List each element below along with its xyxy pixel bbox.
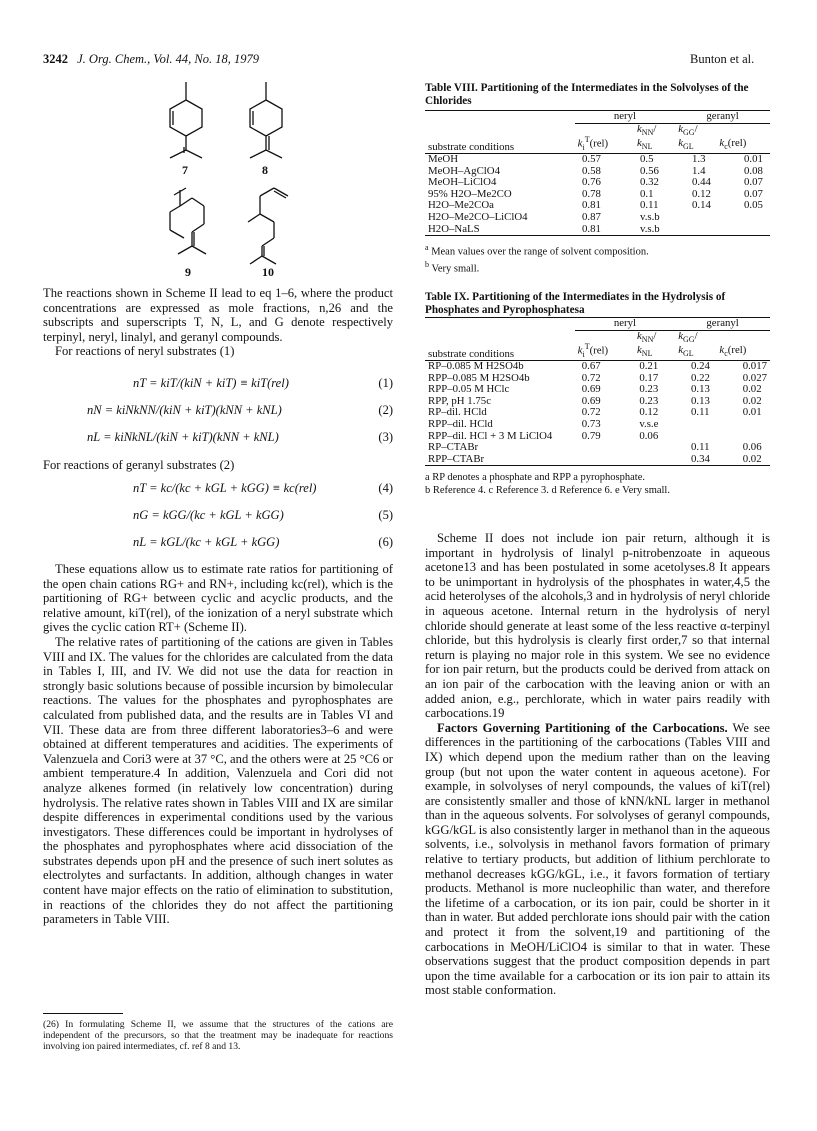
cell-kit: 0.58 (582, 164, 601, 177)
cell-kit: 0.72 (581, 406, 601, 419)
col-header-knn-knl: $k_{NN}/$ $k_{NL}$ (637, 329, 657, 359)
running-authors: Bunton et al. (690, 52, 755, 66)
structure-label-9: 9 (185, 265, 191, 279)
cell-knn-knl: 0.23 (639, 394, 659, 407)
cell-knn-knl: 0.11 (640, 199, 659, 212)
cell-kit: 0.87 (582, 211, 601, 224)
table-row (425, 419, 770, 431)
cell-knn-knl: 0.5 (640, 153, 654, 166)
cell-conditions: RP–CTABr (428, 441, 479, 454)
col-header-kgg-kgl: $k_{GG}/$ $k_{GL}$ (678, 122, 698, 152)
section-paragraph (425, 721, 770, 998)
structure-label-10: 10 (262, 265, 274, 279)
table-ix-footnote-2: b Reference 4. c Reference 3. d Reference 6. e Very small. (425, 484, 670, 496)
cell-kgg-kgl: 0.13 (691, 383, 710, 396)
cell-kc: 0.08 (744, 164, 763, 177)
paragraph: For reactions of neryl substrates (1) (55, 344, 235, 359)
cell-conditions: RP–0.085 M H2SO4b (428, 360, 524, 373)
equation-lhs: nN (87, 403, 102, 417)
cell-conditions: MeOH–AgClO4 (428, 164, 500, 177)
cell-knn-knl: 0.23 (639, 383, 659, 396)
cell-conditions: MeOH–LiClO4 (428, 176, 497, 189)
cell-kit: 0.78 (582, 187, 601, 200)
equation-lhs: nL (133, 535, 146, 549)
table-viii-footnote-a: $^a$ Mean values over the range of solvent composition. (425, 243, 649, 258)
cell-conditions: H2O–Me2COa (428, 199, 494, 212)
col-header-kit: $k_i^T(rel)$ (577, 134, 609, 152)
equation-lhs: nT (133, 376, 146, 390)
equation-number: (3) (378, 430, 393, 444)
equation-number: (6) (378, 535, 393, 549)
equation-lhs: nL (87, 430, 100, 444)
col-header-kc: $k_c(rel)$ (719, 137, 747, 152)
cell-knn-knl (636, 442, 688, 454)
cell-conditions: RPP–0.085 M H2SO4b (428, 371, 530, 384)
cell-conditions: H2O–NaLS (428, 222, 480, 235)
cell-conditions: MeOH (428, 153, 458, 166)
cell-conditions: RP–dil. HCld (428, 406, 487, 419)
equation-3 (43, 430, 393, 457)
equation-rhs: = kc/(kc + kGL + kGG) ≡ kc(rel) (149, 481, 317, 495)
col-header-kc: $k_c(rel)$ (719, 344, 747, 359)
structure-7 (170, 82, 202, 158)
left-column-body (43, 562, 393, 927)
cell-kc (741, 212, 770, 224)
cell-kgg-kgl: 0.22 (691, 371, 710, 384)
table-row (425, 361, 770, 373)
cell-knn-knl: v.s.b (640, 211, 660, 224)
cell-kc: 0.07 (744, 176, 763, 189)
table-ix (425, 317, 770, 497)
section-heading: Factors Governing Partitioning of the Carbocations. (437, 720, 728, 735)
equation-rhs: = kGL/(kc + kGL + kGG) (149, 535, 280, 549)
cell-kit (579, 454, 637, 466)
cell-kc: 0.01 (742, 406, 762, 419)
cell-kc: 0.017 (742, 360, 767, 373)
cell-kc: 0.06 (742, 441, 762, 454)
cell-kc: 0.01 (744, 153, 763, 166)
cell-kit: 0.79 (581, 429, 601, 442)
structure-10 (248, 188, 288, 264)
table-viii (425, 110, 770, 276)
cell-kit: 0.76 (582, 176, 601, 189)
cell-knn-knl: 0.12 (639, 406, 659, 419)
table-row (425, 454, 770, 466)
cell-kc: 0.07 (744, 187, 763, 200)
cell-conditions: 95% H2O–Me2CO (428, 187, 512, 200)
cell-kc: 0.05 (744, 199, 763, 212)
table-row (425, 212, 770, 224)
cell-kit: 0.81 (582, 199, 601, 212)
chemical-structures (150, 78, 330, 283)
equation-number: (1) (378, 376, 393, 390)
cell-conditions: RPP–dil. HCld (428, 418, 493, 431)
structure-label-8: 8 (262, 163, 268, 177)
equations-neryl (43, 376, 393, 457)
cell-kit: 0.67 (581, 360, 601, 373)
cell-kc: 0.02 (742, 452, 762, 465)
table-viii-footnote-b: $^b$ Very small. (425, 260, 480, 275)
col-header-knn-knl: $k_{NN}/$ $k_{NL}$ (637, 122, 657, 152)
equation-number: (5) (378, 508, 393, 522)
cell-kgg-kgl: 0.24 (691, 360, 710, 373)
table-ix-group-geranyl: geranyl (675, 318, 770, 330)
left-column-intro (43, 286, 393, 359)
footnote-text: Very small. (431, 263, 480, 275)
table-ix-col-conditions: substrate conditions (428, 347, 515, 360)
equation-lhs: nG (133, 508, 149, 522)
paragraph-text: We see differences in the partitioning of the carbocations (Tables VIII and IX) which depend upon the medium rather than on the leaving group (but not upon the water content in aqueous acetone). For example, in solvolyses of neryl compounds, the values of kiT(rel) are consistently smaller and those of kNN/kNL larger in methanol than in the aqueous solvents. For solvolyses of geranyl compounds, kGG/kGL is also consistently larger in methanol than in the aqueous solvents, i.e., solvolysis in methanol favors formation of primary relative to tertiary products, but addition of lithium perchlorate to methanol decreases kGG/kGL, i.e., it favors formation of tertiary products. Methanol is more nucleophilic than water, and therefore the lifetime of a carbocation, or its ion pair, could be shorter in it than in water. But added perchlorate ions should pair with the cation and protect it from the solvent,19 and partitioning of the carbocations in MeOH/LiClO4 is similar to that in water. These observations suggest that the product composition depends in part upon the time available for a carbocation or its ion pair to attain its most stable conformation. (425, 720, 771, 998)
cell-kit: 0.72 (581, 371, 601, 384)
paragraph: These equations allow us to estimate rate ratios for partitioning of the open chain cations RG+ and RN+, including kc(rel), which is the partitioning of RG+ between cyclic and acyclic products, and the relative amount, kiT(rel), of the ionization of a neryl substrate which gives the cyclic cation RT+ (Scheme II). (43, 562, 393, 635)
cell-kgg-kgl: 0.11 (691, 406, 710, 419)
paragraph: For reactions of geranyl substrates (2) (43, 458, 235, 472)
footnote-26: (26) In formulating Scheme II, we assume that the structures of the cations are independent of the precursors, so that the treatment may be inadequate for reactions involving ion paired intermediates, cf. ref 8 and 13. (43, 1019, 393, 1053)
cell-knn-knl: 0.56 (640, 164, 659, 177)
equation-4 (43, 481, 393, 508)
cell-kgg-kgl: 0.11 (691, 441, 710, 454)
cell-kc: 0.02 (742, 383, 762, 396)
table-row (425, 224, 770, 236)
cell-kgg-kgl: 1.4 (692, 164, 706, 177)
page-header-left (43, 52, 259, 67)
equation-5 (43, 508, 393, 535)
cell-kgg-kgl: 0.34 (691, 452, 710, 465)
cell-knn-knl (636, 454, 688, 466)
structure-label-7: 7 (182, 163, 188, 177)
cell-conditions: RPP–CTABr (428, 452, 485, 465)
cell-knn-knl: v.s.e (639, 418, 659, 431)
page-number: 3242 (43, 52, 68, 66)
cell-kit: 0.69 (581, 383, 601, 396)
cell-knn-knl: 0.17 (639, 371, 659, 384)
equation-number: (4) (378, 481, 393, 495)
cell-kc (740, 419, 770, 431)
equations-geranyl (43, 481, 393, 562)
left-geranyl-intro (43, 458, 393, 473)
paragraph: The relative rates of partitioning of the cations are given in Tables VIII and IX. The values for the chlorides are calculated from the data in Tables I, III, and IV. We did not use the data for reaction in strongly basic solutions because of possible incursion by bimolecular reactions. The values for the phosphates and pyrophosphates are calculated from published data, and the results are in Tables VI and VII. These data are from three different laboratories3–6 and were obtained at different temperatures and acidities. The experiments of Valenzuela and Cori3 were at 37 °C, and the others were at 25 °C6 or ambient temperature.4 In addition, Valenzuela and Cori did not analyze alkenes formed (in relatively low concentration) during hydrolysis. The relative rates shown in Tables VIII and IX are similar despite differences in experimental conditions used by the various investigators. These differences could be important in hydrolyses of the phosphates and pyrophosphates where acid dissociation of the substrates depends upon pH and the presence of such inert solutes as electrolytes and surfactants. In addition, although changes in water content have major effects on the ratio of elimination to substitution, in reactions of the chlorides they do not affect the partitioning parameters in Table VIII. (43, 634, 393, 927)
journal-citation: J. Org. Chem., Vol. 44, No. 18, 1979 (77, 52, 259, 66)
table-ix-group-neryl: neryl (575, 318, 676, 330)
cell-kit: 0.69 (581, 394, 601, 407)
cell-conditions: RPP–0.05 M HClc (428, 383, 510, 396)
cell-kgg-kgl: 0.44 (692, 176, 711, 189)
structure-9 (170, 188, 206, 254)
cell-knn-knl: 0.21 (639, 360, 659, 373)
cell-kit: 0.81 (582, 222, 601, 235)
table-viii-group-geranyl: geranyl (675, 111, 770, 123)
cell-kgg-kgl (688, 419, 740, 431)
col-header-kgg-kgl: $k_{GG}/$ $k_{GL}$ (678, 329, 698, 359)
equation-rhs: = kiT/(kiN + kiT) ≡ kiT(rel) (149, 376, 289, 390)
table-viii-col-conditions: substrate conditions (428, 140, 515, 153)
cell-knn-knl: 0.32 (640, 176, 659, 189)
cell-kc: 0.027 (742, 371, 767, 384)
cell-kgg-kgl: 0.12 (692, 187, 711, 200)
equation-6 (43, 535, 393, 562)
cell-kit: 0.73 (581, 418, 601, 431)
cell-kit (579, 442, 637, 454)
cell-kgg-kgl (689, 224, 741, 236)
table-viii-group-neryl: neryl (575, 111, 676, 123)
col-header-kit: $k_i^T(rel)$ (577, 341, 609, 359)
cell-kc (741, 224, 770, 236)
cell-knn-knl: 0.06 (639, 429, 659, 442)
cell-conditions: RPP–dil. HCl + 3 M LiClO4 (428, 429, 553, 442)
cell-kc: 0.02 (742, 394, 762, 407)
footnote-divider (43, 1013, 123, 1014)
cell-kgg-kgl: 0.13 (691, 394, 710, 407)
equation-rhs: = kGG/(kc + kGL + kGG) (151, 508, 284, 522)
right-column-body (425, 531, 770, 998)
table-viii-caption: Table VIII. Partitioning of the Intermediates in the Solvolyses of the Chlorides (425, 82, 749, 107)
table-row (425, 154, 770, 166)
footnote-text: Mean values over the range of solvent composition. (431, 246, 649, 258)
equation-number: (2) (378, 403, 393, 417)
cell-kit: 0.57 (582, 153, 601, 166)
equation-1 (43, 376, 393, 403)
cell-knn-knl: v.s.b (640, 222, 660, 235)
structure-8 (250, 82, 282, 158)
table-ix-caption: Table IX. Partitioning of the Intermediates in the Hydrolysis of Phosphates and Pyrophosphatesa (425, 291, 726, 316)
cell-conditions: H2O–Me2CO–LiClO4 (428, 211, 528, 224)
table-ix-footnote-1: a RP denotes a phosphate and RPP a pyrophosphate. (425, 472, 645, 484)
cell-kgg-kgl (689, 212, 741, 224)
cell-kgg-kgl: 1.3 (692, 153, 706, 166)
paragraph: Scheme II does not include ion pair return, although it is important in hydrolysis of linalyl p-nitrobenzoate in aqueous acetone13 and has been postulated in some acetolyses.8 It appears to be unimportant in hydrolysis of the phosphates in water,4,5 the acid heterolyses of the alcohols,3 and in hydrolysis of neryl chloride in aqueous acetone. Internal return in the hydrolysis of neryl chloride should generate at least some of the less reactive α-terpinyl chloride, but this hydrolysis is clearly first order,7 so that internal return is playing no major role in this system. We see no evidence for ion pair return, but the products could be derived from attack on an ion pair of the carbocation with the leaving anion or with an added anion, e.g., perchlorate, which in water pairs readily with carbocations.19 (425, 531, 770, 721)
equation-lhs: nT (133, 481, 146, 495)
equation-2 (43, 403, 393, 430)
paragraph: The reactions shown in Scheme II lead to eq 1–6, where the product concentrations are expressed as mole fractions, n,26 and the subscripts and superscripts T, N, L, and G denote respectively terpinyl, neryl, linalyl, and geranyl compounds. (43, 286, 393, 344)
cell-conditions: RPP, pH 1.75c (428, 394, 491, 407)
cell-kgg-kgl: 0.14 (692, 199, 711, 212)
equation-rhs: = kiNkNL/(kiN + kiT)(kNN + kNL) (103, 430, 279, 444)
equation-rhs: = kiNkNN/(kiN + kiT)(kNN + kNL) (104, 403, 282, 417)
cell-knn-knl: 0.1 (640, 187, 654, 200)
